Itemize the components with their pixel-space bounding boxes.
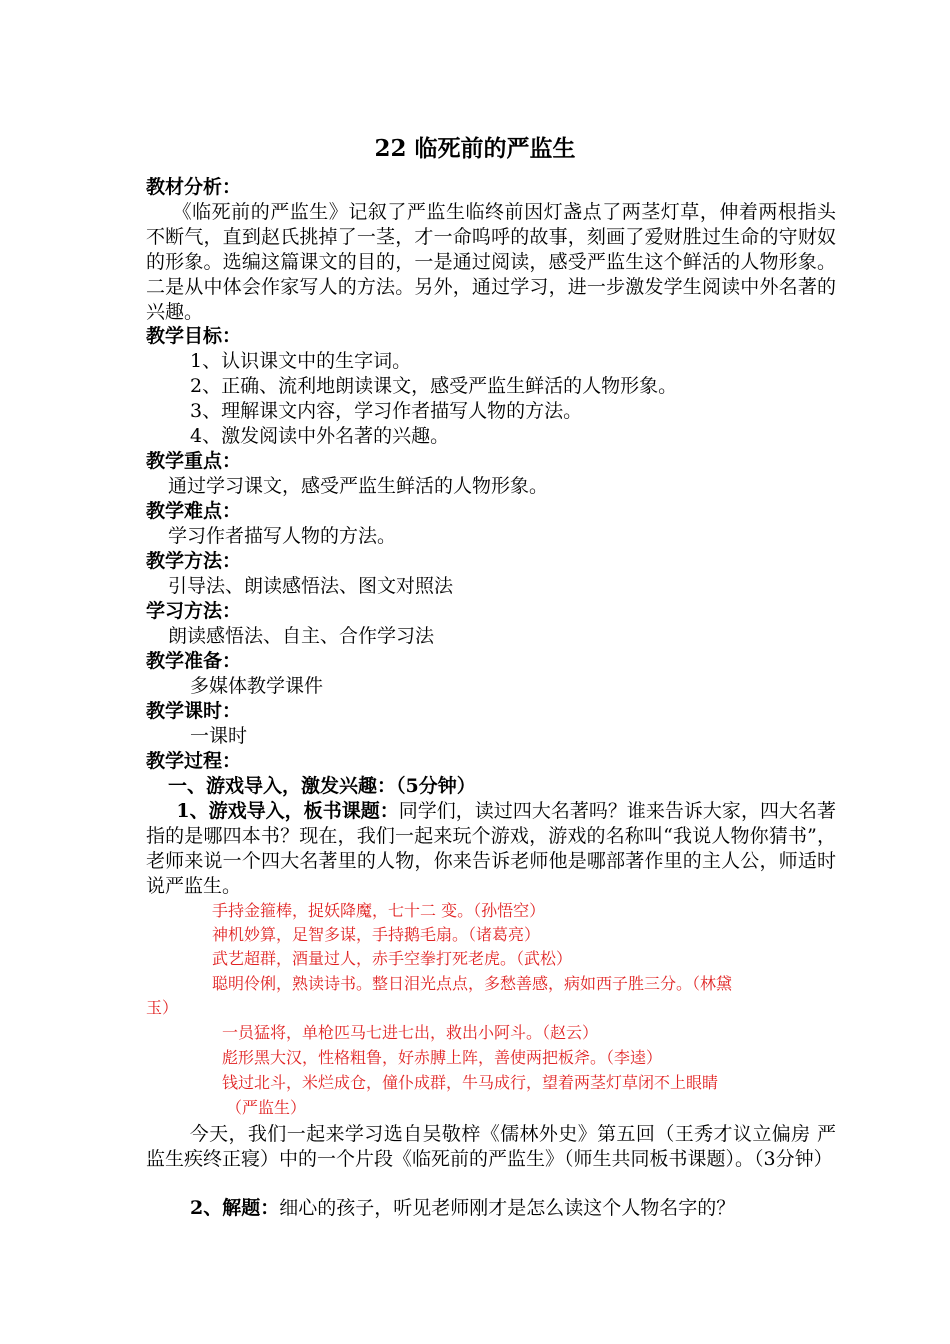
step1-paragraph [146,799,836,899]
step1-label: 1、游戏导入，板书课题： [176,800,399,822]
analysis-heading: 教材分析： [146,176,242,198]
riddle-1: 手持金箍棒，捉妖降魔，七十二 变。（孙悟空） [212,901,546,920]
analysis-text: 《临死前的严监生》记叙了严监生临终前因灯盏点了两茎灯草，伸着两根指头不断气，直到赵氏挑掉了一茎，才一命呜呼的故事，刻画了爱财胜过生命的守财奴的形象。选编这篇课文的目的，一是通过阅读，感受严监生这个鲜活的人物形象。二是从中体会作家写人的方法。另外，通过学习，进一步激发学生阅读中外名著的兴趣。 [146,201,836,323]
key-points-text: 通过学习课文，感受严监生鲜活的人物形象。 [168,475,549,497]
hours-heading: 教学课时： [146,700,242,722]
riddle-3: 武艺超群，酒量过人，赤手空拳打死老虎。（武松） [212,949,573,968]
process-part1-heading: 一、游戏导入，激发兴趣：（5分钟） [168,775,476,797]
riddle-2: 神机妙算，足智多谋，手持鹅毛扇。（诸葛亮） [212,925,541,944]
riddle-4: 聪明伶俐，熟读诗书。整日泪光点点，多愁善感，病如西子胜三分。（林黛 [212,974,733,993]
today-paragraph: 今天，我们一起来学习选自吴敬梓《儒林外史》第五回（王秀才议立偏房 严监生疾终正寝）中的一个片段《临死前的严监生》（师生共同板书课题）。（3分钟） [146,1123,836,1170]
methods-text: 引导法、朗读感悟法、图文对照法 [168,575,454,597]
goals-heading: 教学目标： [146,325,242,347]
riddle-6: 彪形黑大汉，性格粗鲁，好赤膊上阵，善使两把板斧。（李逵） [222,1048,663,1067]
riddle-5: 一员猛将，单枪匹马七进七出，救出小阿斗。（赵云） [222,1023,599,1042]
document-title: 22 临死前的严监生 [374,135,576,162]
key-points-heading: 教学重点： [146,450,242,472]
prep-heading: 教学准备： [146,650,242,672]
methods-heading: 教学方法： [146,550,242,572]
goal-item-4: 4、激发阅读中外名著的兴趣。 [190,425,450,447]
process-heading: 教学过程： [146,750,242,772]
step2-label: 2、解题： [190,1197,280,1219]
difficulties-text: 学习作者描写人物的方法。 [168,525,397,547]
goal-item-1: 1、认识课文中的生字词。 [190,350,412,372]
learning-heading: 学习方法： [146,600,242,622]
learning-text: 朗读感悟法、自主、合作学习法 [168,625,435,647]
goal-item-2: 2、正确、流利地朗读课文，感受严监生鲜活的人物形象。 [190,375,678,397]
difficulties-heading: 教学难点： [146,500,242,522]
riddle-7: 钱过北斗，米烂成仓，僮仆成群，牛马成行，望着两茎灯草闭不上眼睛 [222,1073,719,1092]
riddle-7-end: （严监生） [226,1098,307,1117]
hours-text: 一课时 [190,725,248,747]
riddle-4-end: 玉） [146,998,179,1017]
prep-text: 多媒体教学课件 [190,675,324,697]
goal-item-3: 3、理解课文内容，学习作者描写人物的方法。 [190,400,583,422]
step1-text: 同学们，读过四大名著吗？谁来告诉大家，四大名著指的是哪四本书？现在，我们一起来玩个游戏，游戏的名称叫“我说人物你猜书”，老师来说一个四大名著里的人物，你来告诉老师他是哪部著作里的主人公，师适时说严监生。 [146,800,836,897]
step2-line [190,1196,735,1221]
step2-text: 细心的孩子，听见老师刚才是怎么读这个人物名字的？ [279,1197,736,1219]
